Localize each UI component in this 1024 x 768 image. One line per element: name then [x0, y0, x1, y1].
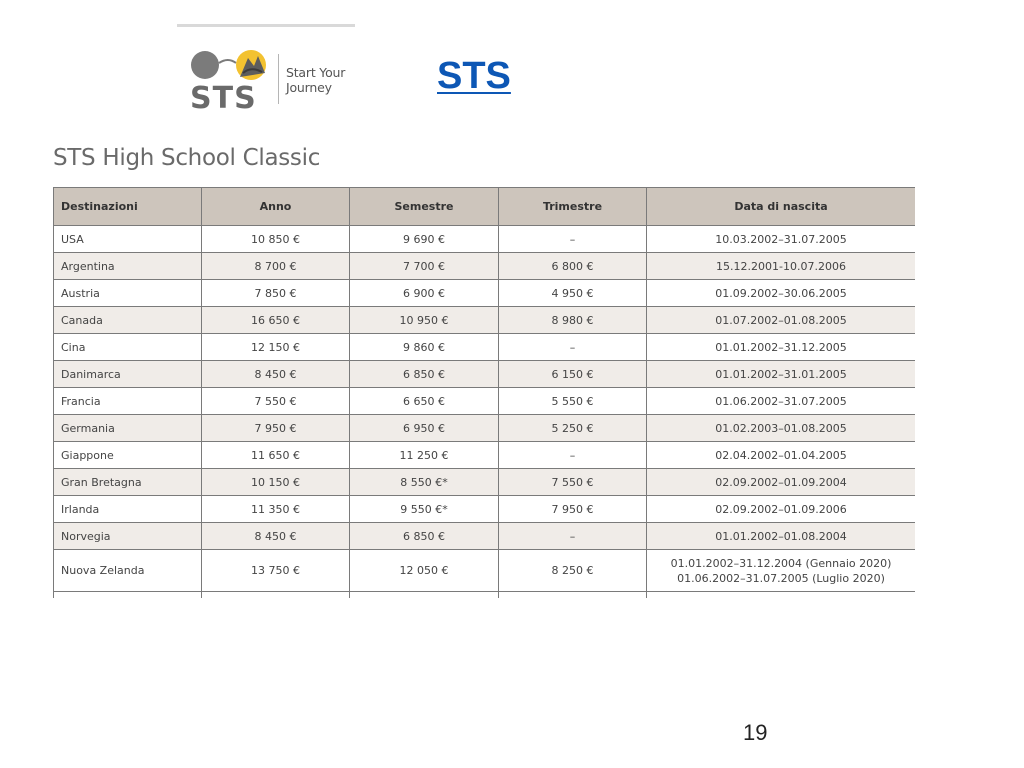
- cell-data-nascita: 15.12.2001-10.07.2006: [647, 253, 916, 280]
- cell-data-nascita: 01.01.2002–31.12.2005: [647, 334, 916, 361]
- cell-data-nascita: 01.09.2002–30.06.2005: [647, 280, 916, 307]
- cell-data-nascita: 02.04.2002–01.04.2005: [647, 442, 916, 469]
- cell-data-nascita: 01.06.2002–31.07.2005: [647, 388, 916, 415]
- cell-anno: 7 850 €: [202, 280, 350, 307]
- cell-semestre: 10 950 €: [350, 307, 499, 334]
- table-row: [54, 442, 916, 469]
- cell-anno: 10 850 €: [202, 226, 350, 253]
- cell-anno: 8 450 €: [202, 361, 350, 388]
- cell-anno: 10 150 €: [202, 469, 350, 496]
- price-table-container: [53, 187, 915, 598]
- cell-anno: 13 750 €: [202, 550, 350, 592]
- table-header-row: [54, 188, 916, 226]
- cell-trimestre: –: [499, 226, 647, 253]
- table-row: [54, 307, 916, 334]
- table-row: [54, 496, 916, 523]
- cell-semestre: 7 700 €: [350, 253, 499, 280]
- cell-data-nascita: 01.01.2002–31.01.2005: [647, 361, 916, 388]
- cell-cutoff: [54, 592, 202, 599]
- cell-anno: 12 150 €: [202, 334, 350, 361]
- sts-logo-mark-icon: [188, 46, 284, 112]
- cell-trimestre: 6 150 €: [499, 361, 647, 388]
- table-row: [54, 469, 916, 496]
- cell-data-nascita: 01.07.2002–01.08.2005: [647, 307, 916, 334]
- table-row: [54, 280, 916, 307]
- cell-destinazione: Nuova Zelanda: [54, 550, 202, 592]
- cell-trimestre: 8 250 €: [499, 550, 647, 592]
- table-row: [54, 334, 916, 361]
- cell-destinazione: Francia: [54, 388, 202, 415]
- cell-semestre: 9 550 €*: [350, 496, 499, 523]
- table-row: [54, 415, 916, 442]
- cell-anno: 8 700 €: [202, 253, 350, 280]
- col-header-trimestre: Trimestre: [499, 188, 647, 226]
- cell-trimestre: 7 550 €: [499, 469, 647, 496]
- col-header-data-di-nascita: Data di nascita: [647, 188, 916, 226]
- cell-cutoff: [202, 592, 350, 599]
- cell-destinazione: USA: [54, 226, 202, 253]
- cell-trimestre: 8 980 €: [499, 307, 647, 334]
- cell-semestre: 6 950 €: [350, 415, 499, 442]
- col-header-anno: Anno: [202, 188, 350, 226]
- cell-trimestre: 7 950 €: [499, 496, 647, 523]
- table-row: [54, 253, 916, 280]
- cell-data-nascita: [647, 550, 916, 592]
- cell-data-nascita: 01.01.2002–01.08.2004: [647, 523, 916, 550]
- cell-semestre: 8 550 €*: [350, 469, 499, 496]
- cell-trimestre: –: [499, 334, 647, 361]
- cell-trimestre: –: [499, 442, 647, 469]
- date-range-line2: 01.06.2002–31.07.2005 (Luglio 2020): [677, 571, 885, 585]
- cell-destinazione: Germania: [54, 415, 202, 442]
- cell-semestre: 9 860 €: [350, 334, 499, 361]
- date-range-line1: 01.01.2002–31.12.2004 (Gennaio 2020): [670, 556, 892, 570]
- cell-trimestre: 4 950 €: [499, 280, 647, 307]
- cell-semestre: 11 250 €: [350, 442, 499, 469]
- cell-semestre: 6 900 €: [350, 280, 499, 307]
- cell-destinazione: Gran Bretagna: [54, 469, 202, 496]
- cell-anno: 11 350 €: [202, 496, 350, 523]
- cell-destinazione: Irlanda: [54, 496, 202, 523]
- cell-destinazione: Argentina: [54, 253, 202, 280]
- cell-anno: 7 550 €: [202, 388, 350, 415]
- price-table: [53, 187, 915, 598]
- cell-trimestre: 6 800 €: [499, 253, 647, 280]
- col-header-semestre: Semestre: [350, 188, 499, 226]
- cell-destinazione: Danimarca: [54, 361, 202, 388]
- document-title: STS High School Classic: [53, 145, 321, 171]
- table-row: [54, 388, 916, 415]
- cell-anno: 8 450 €: [202, 523, 350, 550]
- top-divider: [177, 24, 355, 27]
- cell-semestre: 6 650 €: [350, 388, 499, 415]
- table-row: [54, 361, 916, 388]
- table-row: [54, 550, 916, 592]
- page-number: 19: [743, 720, 768, 745]
- cell-semestre: 12 050 €: [350, 550, 499, 592]
- col-header-destinazioni: Destinazioni: [54, 188, 202, 226]
- cell-destinazione: Cina: [54, 334, 202, 361]
- cell-trimestre: –: [499, 523, 647, 550]
- cell-trimestre: 5 250 €: [499, 415, 647, 442]
- svg-text:STS: STS: [190, 81, 257, 112]
- cell-data-nascita: 02.09.2002–01.09.2006: [647, 496, 916, 523]
- cell-data-nascita: 10.03.2002–31.07.2005: [647, 226, 916, 253]
- cell-trimestre: 5 550 €: [499, 388, 647, 415]
- table-row-cutoff: [54, 592, 916, 599]
- sts-title-link[interactable]: STS: [437, 55, 511, 97]
- cell-cutoff: [350, 592, 499, 599]
- cell-destinazione: Canada: [54, 307, 202, 334]
- cell-semestre: 6 850 €: [350, 523, 499, 550]
- cell-semestre: 9 690 €: [350, 226, 499, 253]
- cell-cutoff: [647, 592, 916, 599]
- cell-anno: 11 650 €: [202, 442, 350, 469]
- cell-data-nascita: 02.09.2002–01.09.2004: [647, 469, 916, 496]
- tagline-line1: Start Your: [286, 65, 346, 80]
- table-row: [54, 226, 916, 253]
- cell-destinazione: Giappone: [54, 442, 202, 469]
- cell-destinazione: Austria: [54, 280, 202, 307]
- tagline-line2: Journey: [286, 80, 332, 95]
- cell-semestre: 6 850 €: [350, 361, 499, 388]
- table-row: [54, 523, 916, 550]
- cell-cutoff: [499, 592, 647, 599]
- sts-logo: [188, 46, 378, 112]
- cell-anno: 16 650 €: [202, 307, 350, 334]
- logo-tagline: [286, 65, 345, 95]
- cell-destinazione: Norvegia: [54, 523, 202, 550]
- cell-anno: 7 950 €: [202, 415, 350, 442]
- cell-data-nascita: 01.02.2003–01.08.2005: [647, 415, 916, 442]
